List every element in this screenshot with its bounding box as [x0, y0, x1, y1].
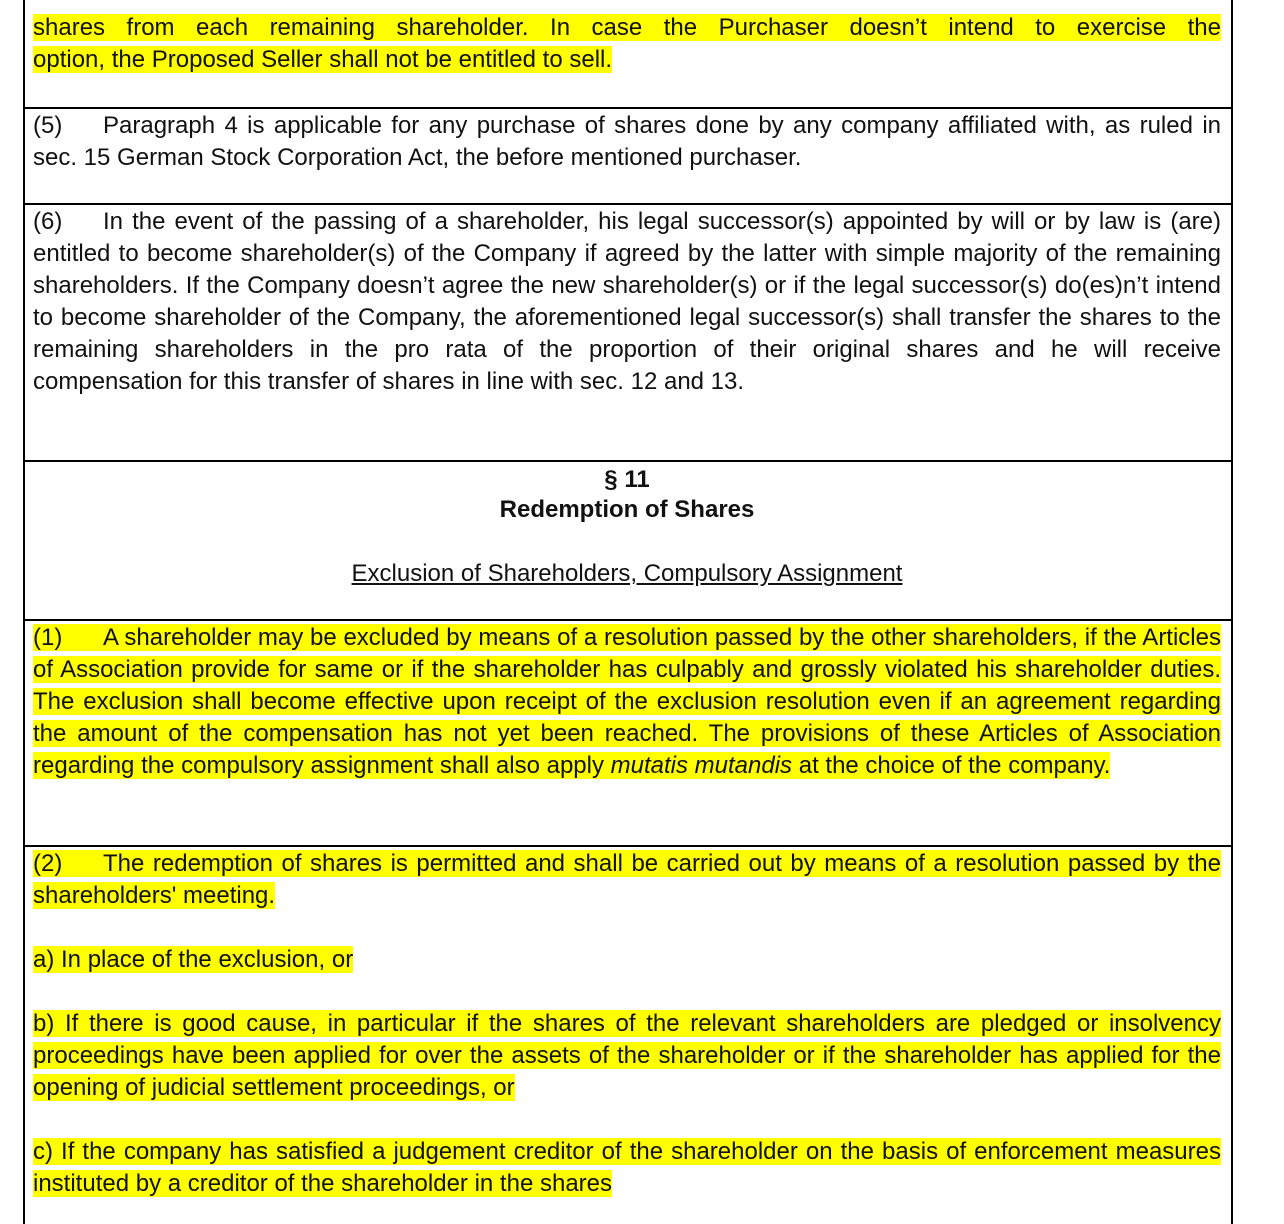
- continuation-line-2: option, the Proposed Seller shall not be entitled to sell.: [33, 46, 613, 73]
- paragraph-number: (5): [33, 112, 63, 139]
- paragraph-cell-11-1: [23, 621, 1233, 845]
- document-page: [23, 0, 1233, 1224]
- list-item-a: a) In place of the exclusion, or: [33, 946, 354, 973]
- paragraph-cell-6: [23, 205, 1233, 460]
- paragraph-5: [33, 110, 1221, 174]
- list-item-c: c) If the company has satisfied a judgement creditor of the shareholder on the basis of enforcement measures instituted by a creditor of the shareholder in the shares: [33, 1138, 1221, 1197]
- paragraph-11-2: (2) The redemption of shares is permitted and shall be carried out by means of a resolution passed by the shareholders' meeting.: [33, 850, 1221, 909]
- section-heading-cell: [23, 462, 1233, 619]
- section-title: Redemption of Shares: [499, 496, 755, 523]
- paragraph-5-text: Paragraph 4 is applicable for any purchase of shares done by any company affiliated with, as ruled in sec. 15 German Stock Corporation Act, the before mentioned purchaser.: [33, 112, 1221, 171]
- paragraph-cell-11-2: [23, 847, 1233, 1224]
- section-subtitle: Exclusion of Shareholders, Compulsory Assignment: [351, 560, 903, 587]
- paragraph-cell-continuation: [23, 0, 1233, 107]
- paragraph-6: [33, 206, 1221, 398]
- paragraph-cell-5: [23, 109, 1233, 203]
- paragraph-11-1: (1) A shareholder may be excluded by means of a resolution passed by the other shareholders, if the Articles of Association provide for same or if the shareholder has culpably and grossly violated his shareholder duties. The exclusion shall become effective upon receipt of the exclusion resolution even if an agreement regarding the amount of the compensation has not yet been reached. The provisions of these Articles of Association regarding the compulsory assignment shall also apply mutatis mutandis at the choice of the company.: [33, 624, 1221, 779]
- paragraph-number: (1): [33, 624, 63, 651]
- latin-term: mutatis mutandis: [610, 752, 793, 779]
- paragraph-number: (6): [33, 208, 63, 235]
- paragraph-number: (2): [33, 850, 63, 877]
- continuation-line-1: shares from each remaining shareholder. In case the Purchaser doesn’t intend to exercise the: [33, 14, 1221, 41]
- paragraph-6-text: In the event of the passing of a shareholder, his legal successor(s) appointed by will or by law is (are) entitled to become shareholder(s) of the Company if agreed by the latter with simple majority of the remaining shareholders. If the Company doesn’t agree the new shareholder(s) or if the legal successor(s) do(es)n’t intend to become shareholder of the Company, the aforementioned legal successor(s) shall transfer the shares to the remaining shareholders in the pro rata of the proportion of their original shares and he will receive compensation for this transfer of shares in line with sec. 12 and 13.: [33, 208, 1221, 395]
- section-number: § 11: [604, 466, 650, 493]
- list-item-b: b) If there is good cause, in particular if the shares of the relevant shareholders are pledged or insolvency proceedings have been applied for over the assets of the shareholder or if the shareholder has applied for the opening of judicial settlement proceedings, or: [33, 1010, 1221, 1101]
